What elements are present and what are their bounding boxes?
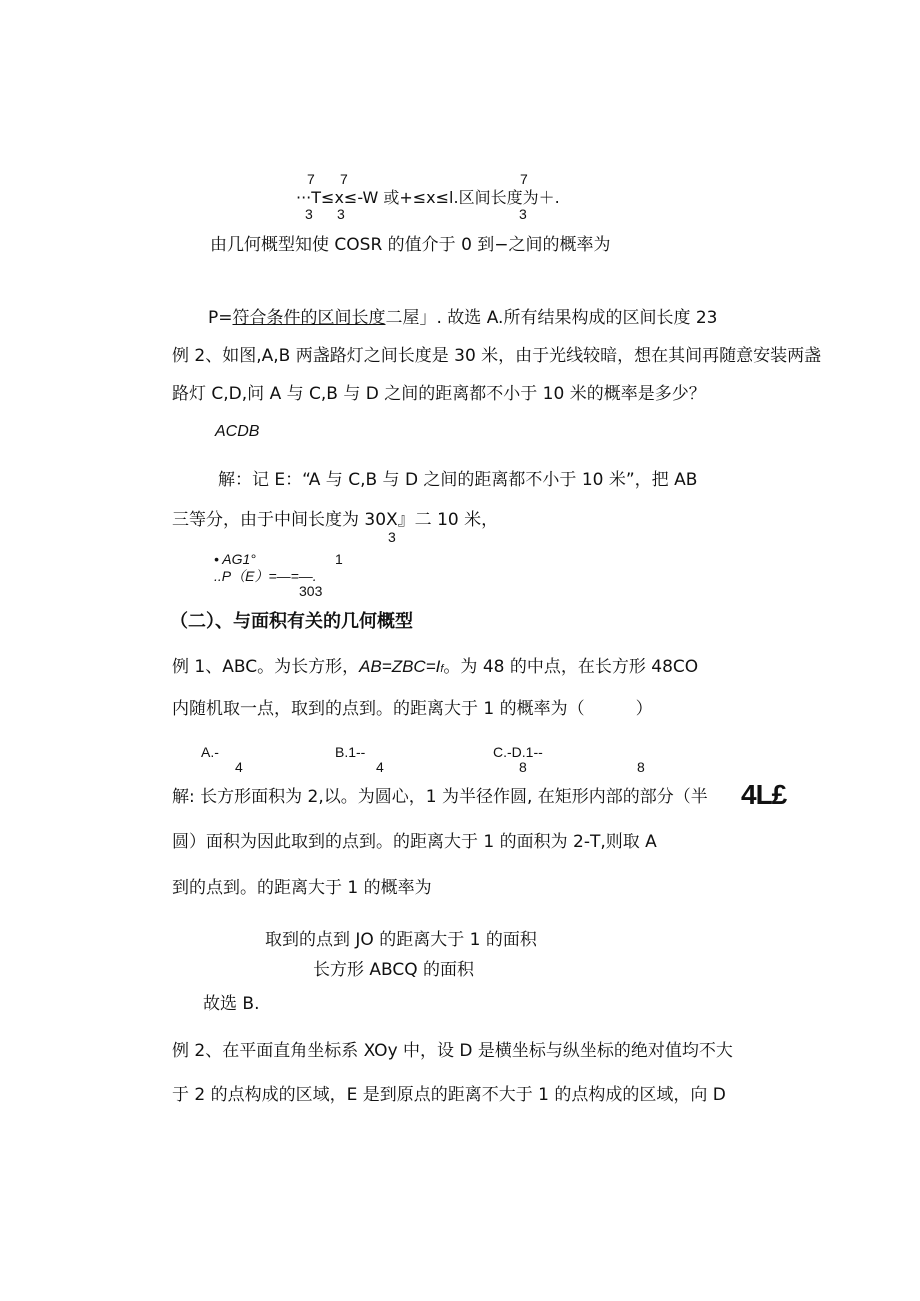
example-line bbox=[172, 658, 698, 676]
option-b: B.1-- bbox=[335, 744, 366, 760]
fraction-denominator: 3 bbox=[337, 206, 345, 222]
figure-label: ACDB bbox=[215, 423, 260, 440]
fraction-denominator: 303 bbox=[299, 583, 323, 599]
option-c-d: C.-D.1-- bbox=[493, 744, 543, 760]
section-heading: （二）、与面积有关的几何概型 bbox=[170, 611, 413, 632]
fraction-numerator: 7 bbox=[340, 171, 348, 187]
fraction-numerator: 取到的点到 JO 的距离大于 1 的面积 bbox=[265, 930, 537, 950]
option-denominator: 8 bbox=[519, 759, 527, 775]
example-line: 于 2 的点构成的区域，E 是到原点的距离不大于 1 的点构成的区域，向 D bbox=[172, 1085, 726, 1105]
probability-result: ..P（E）=—=—. bbox=[214, 568, 317, 584]
probability-formula bbox=[208, 310, 717, 327]
option-denominator: 4 bbox=[235, 759, 243, 775]
formula-prefix: P= bbox=[208, 308, 233, 328]
interval-line: ···T≤x≤-W 或+≤x≤l.区间长度为＋. bbox=[296, 188, 560, 207]
fraction-top: 1 bbox=[335, 551, 343, 567]
answer-line: 故选 B. bbox=[203, 994, 260, 1014]
solution-line: 解: 长方形面积为 2,以。为圆心，1 为半径作圆, 在矩形内部的部分（半 bbox=[172, 787, 708, 807]
fraction-numerator: 7 bbox=[520, 171, 528, 187]
subscript: 3 bbox=[388, 529, 396, 545]
solution-line: 到的点到。的距离大于 1 的概率为 bbox=[172, 878, 432, 898]
formula-numerator: 符合条件的区间长度 bbox=[232, 308, 386, 328]
fraction-denominator: 长方形 ABCQ 的面积 bbox=[313, 960, 475, 980]
text: 。为 48 的中点，在长方形 48CO bbox=[443, 657, 699, 677]
option-denominator: 8 bbox=[637, 759, 645, 775]
example-line: 例 2、在平面直角坐标系 XOy 中，设 D 是横坐标与纵坐标的绝对值均不大 bbox=[172, 1041, 733, 1061]
option-a: A.- bbox=[201, 744, 219, 760]
fraction-denominator: 3 bbox=[519, 206, 527, 222]
text: 例 1、ABC。为长方形， bbox=[172, 657, 360, 677]
fraction-numerator: 7 bbox=[307, 171, 315, 187]
solution-line: 圆）面积为因此取到的点到。的距离大于 1 的面积为 2-T,则取 A bbox=[172, 832, 657, 852]
probability-statement: 由几何概型知使 COSR 的值介于 0 到−之间的概率为 bbox=[210, 235, 611, 255]
subscript: f bbox=[440, 663, 444, 675]
example-line: 例 2、如图,A,B 两盏路灯之间长度是 30 米，由于光线较暗，想在其间再随意安装两盏 bbox=[172, 346, 822, 366]
artifact-text: 4L£ bbox=[741, 779, 787, 810]
example-line: 内随机取一点，取到的点到。的距离大于 1 的概率为（ ） bbox=[172, 699, 653, 719]
fraction-denominator: 3 bbox=[305, 206, 313, 222]
formula-rest: 二屋」. 故选 A.所有结果构成的区间长度 23 bbox=[385, 308, 718, 328]
math-expression: AB=ZBC=I bbox=[359, 657, 441, 676]
solution-line: 解：记 E：“A 与 C,B 与 D 之间的距离都不小于 10 米”，把 AB bbox=[218, 470, 698, 490]
solution-line: 三等分，由于中间长度为 30X』二 10 米， bbox=[172, 510, 499, 530]
example-line: 路灯 C,D,问 A 与 C,B 与 D 之间的距离都不小于 10 米的概率是多少？ bbox=[172, 384, 706, 404]
option-denominator: 4 bbox=[376, 759, 384, 775]
fraction-top: • AG1° bbox=[214, 551, 256, 567]
